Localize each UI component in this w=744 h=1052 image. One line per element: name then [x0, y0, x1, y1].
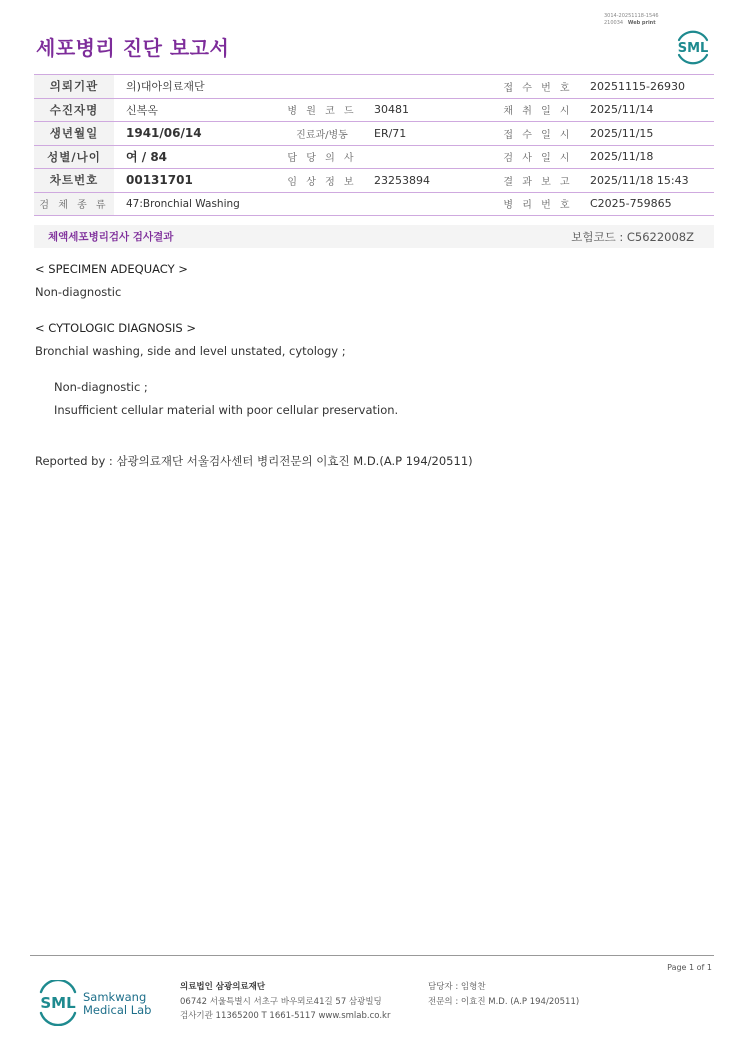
footer-contact: 검사기관 11365200 T 1661-5117 www.smlab.co.kr: [180, 1011, 391, 1021]
test-date-value: 2025/11/18: [578, 145, 714, 169]
print-mode: Web print: [627, 19, 656, 26]
samkwang-logo-icon: [35, 980, 157, 1026]
hospital-code-label: 병 원 코 드: [282, 98, 362, 122]
path-no-label: 병 리 번 호: [498, 192, 578, 216]
collect-date-value: 2025/11/14: [578, 98, 714, 122]
hospital-code-value: 30481: [362, 98, 498, 122]
birth-value: 1941/06/14: [114, 122, 282, 146]
print-meta: [604, 13, 659, 26]
dept-label: 진료과/병동: [282, 122, 362, 146]
table-row: [34, 192, 714, 216]
page-number: Page 1 of 1: [667, 963, 712, 972]
clinical-label: 임 상 정 보: [282, 169, 362, 193]
chart-value: 00131701: [114, 169, 282, 193]
result-date-label: 결 과 보 고: [498, 169, 578, 193]
sex-age-label: 성별/나이: [34, 145, 114, 169]
brand-name-1: Samkwang: [83, 990, 147, 1004]
doctor-label: 담 당 의 사: [282, 145, 362, 169]
clinical-value: 23253894: [362, 169, 498, 193]
diagnosis-line-2: Insufficient cellular material with poor cellular preservation.: [54, 403, 399, 417]
adequacy-heading: < SPECIMEN ADEQUACY >: [35, 262, 188, 276]
adequacy-text: Non-diagnostic: [35, 285, 122, 299]
logo-text: SML: [677, 41, 709, 56]
table-row: [34, 169, 714, 193]
table-row: [34, 145, 714, 169]
collect-date-label: 채 취 일 시: [498, 98, 578, 122]
table-row: [34, 75, 714, 99]
dept-value: ER/71: [362, 122, 498, 146]
result-section-bar: [34, 225, 714, 248]
doctor-value: [362, 145, 498, 169]
table-row: [34, 122, 714, 146]
staff-label: 담당자 :: [428, 982, 459, 992]
specimen-label: 검 체 종 류: [34, 192, 114, 216]
test-date-label: 검 사 일 시: [498, 145, 578, 169]
sex-age-value: 여 / 84: [114, 145, 282, 169]
footer-org: 의료법인 삼광의료재단: [180, 982, 266, 992]
diagnosis-text: Bronchial washing, side and level unstated, cytology ;: [35, 344, 346, 358]
receipt-no-label: 접 수 번 호: [498, 75, 578, 99]
report-title: 세포병리 진단 보고서: [36, 36, 230, 60]
specialist-label: 전문의 :: [428, 996, 459, 1007]
receipt-date-label: 접 수 일 시: [498, 122, 578, 146]
path-no-value: C2025-759865: [578, 192, 714, 216]
print-code: 3014-20251118-1546: [604, 13, 659, 19]
patient-label: 수진자명: [34, 98, 114, 122]
specialist-value: 이효진 M.D. (A.P 194/20511): [460, 996, 580, 1007]
brand-name-2: Medical Lab: [83, 1003, 152, 1017]
footer-staff-block: [428, 980, 579, 1009]
diagnosis-line-1: Non-diagnostic ;: [54, 380, 148, 394]
logo-foot-text: SML: [40, 994, 76, 1012]
footer-divider: [30, 955, 714, 956]
sml-logo-icon: [673, 27, 713, 65]
patient-info-table: [34, 74, 714, 216]
footer-address: 06742 서울특별시 서초구 바우뫼로41길 57 삼광빌딩: [180, 996, 382, 1007]
section-title: 체액세포병리검사 검사결과: [48, 231, 174, 243]
staff-value: 임형찬: [460, 982, 486, 992]
receipt-no-value: 20251115-26930: [578, 75, 714, 99]
receipt-date-value: 2025/11/15: [578, 122, 714, 146]
reported-by: Reported by : 삼광의료재단 서울검사센터 병리전문의 이효진 M.D.(A.P 194/20511): [35, 454, 473, 468]
request-org-label: 의뢰기관: [34, 75, 114, 99]
diagnosis-heading: < CYTOLOGIC DIAGNOSIS >: [35, 321, 197, 335]
chart-label: 차트번호: [34, 169, 114, 193]
footer-address-block: [180, 980, 390, 1024]
birth-label: 생년월일: [34, 122, 114, 146]
patient-value: 신복옥: [114, 98, 282, 122]
table-row: [34, 98, 714, 122]
result-date-value: 2025/11/18 15:43: [578, 169, 714, 193]
request-org-value: 의)대아의료재단: [114, 75, 498, 99]
print-code2: 210034: [604, 19, 624, 26]
specimen-value: 47:Bronchial Washing: [114, 192, 498, 216]
insurance-code: 보험코드 : C5622008Z: [571, 229, 694, 244]
